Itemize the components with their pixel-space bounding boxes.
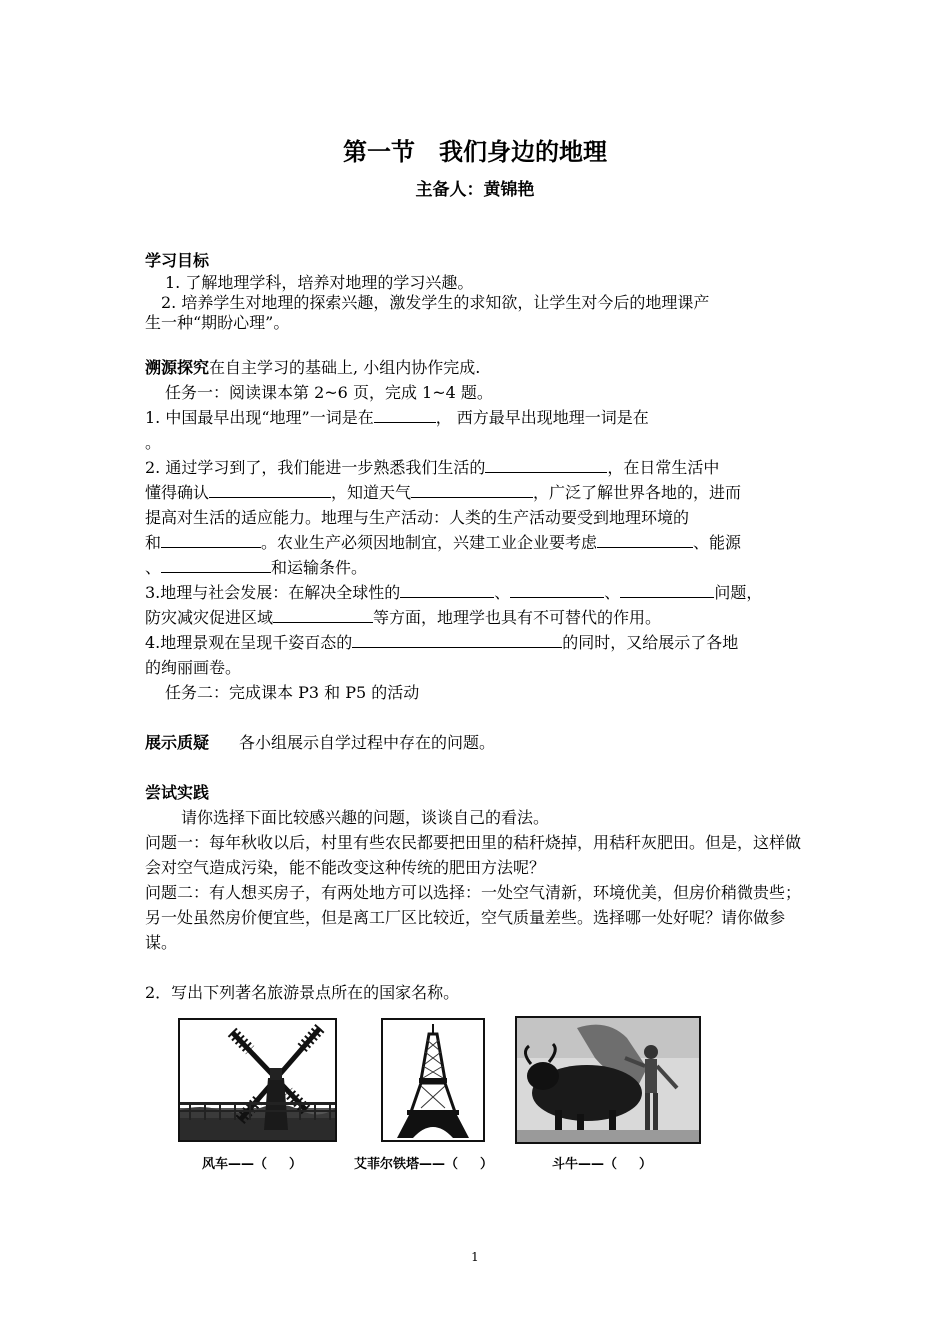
- explore-section: [145, 355, 810, 705]
- practice-intro: 请你选择下面比较感兴趣的问题，谈谈自己的看法。: [181, 808, 550, 827]
- answer-blank[interactable]: [620, 580, 714, 598]
- question-4-text-b: 的同时，又给展示了各地: [562, 633, 739, 652]
- question-3-line-2: [145, 605, 810, 630]
- explore-intro: 在自主学习的基础上, 小组内协作完成.: [209, 358, 481, 377]
- question-2-text-i: 、能源: [693, 533, 742, 552]
- bullfight-image: [515, 1016, 701, 1144]
- eiffel-tower-caption: 艾菲尔铁塔——（ ）: [354, 1157, 494, 1172]
- separator: 、: [604, 583, 621, 602]
- answer-blank[interactable]: [161, 530, 261, 548]
- question-2-line-3: 提高对生活的适应能力。地理与生产活动：人类的生产活动要受到地理环境的: [145, 508, 690, 527]
- display-section: [145, 730, 810, 755]
- question-3-text-b: 问题，: [714, 583, 763, 602]
- answer-blank[interactable]: [273, 605, 373, 623]
- explore-heading: 溯源探究: [145, 358, 210, 377]
- objectives-heading: 学习目标: [145, 251, 210, 270]
- objectives-section: [145, 248, 810, 333]
- question-2-text-a: 2. 通过学习到了，我们能进一步熟悉我们生活的: [145, 458, 486, 477]
- preparer-line: 主备人：黄锦艳: [415, 180, 535, 200]
- question-2-line-2: [145, 480, 810, 505]
- answer-blank[interactable]: [352, 630, 562, 648]
- question-2-text-g: 和: [145, 533, 162, 552]
- objective-item-1: 1. 了解地理学科，培养对地理的学习兴趣。: [165, 273, 474, 292]
- question-2-text-b: ，在日常生活中: [607, 458, 720, 477]
- windmill-caption: 风车——（ ）: [202, 1157, 303, 1172]
- bullfight-caption: 斗牛——（ ）: [552, 1157, 653, 1172]
- page-title: 第一节 我们身边的地理: [343, 138, 607, 166]
- question-3-text-d: 等方面，地理学也具有不可替代的作用。: [373, 608, 662, 627]
- question-1-line-2: 。: [145, 433, 162, 452]
- answer-blank[interactable]: [209, 480, 331, 498]
- objective-item-2-line-1: 2. 培养学生对地理的探索兴趣，激发学生的求知欲，让学生对今后的地理课产: [161, 293, 710, 312]
- practice-section: [145, 780, 810, 955]
- display-heading: 展示质疑: [145, 733, 210, 752]
- answer-blank[interactable]: [510, 580, 604, 598]
- answer-blank[interactable]: [597, 530, 693, 548]
- question-2-line-1: [145, 455, 810, 480]
- question-3-line-1: [145, 580, 810, 605]
- eiffel-tower-image: [381, 1018, 485, 1142]
- task-one: 任务一：阅读课本第 2~6 页，完成 1~4 题。: [165, 383, 493, 402]
- practice-heading: 尝试实践: [145, 783, 210, 802]
- page-number: 1: [471, 1250, 479, 1264]
- answer-blank[interactable]: [161, 555, 271, 573]
- task-two: 任务二：完成课本 P3 和 P5 的活动: [165, 683, 420, 702]
- objective-item-2-line-2: 生一种“期盼心理”。: [145, 313, 290, 332]
- question-4-line-2: 的绚丽画卷。: [145, 658, 242, 677]
- display-text: 各小组展示自学过程中存在的问题。: [239, 733, 496, 752]
- explore-heading-line: [145, 355, 810, 380]
- question-1-text-b: ， 西方最早出现地理一词是在: [435, 408, 649, 427]
- question-4-text-a: 4.地理景观在呈现千姿百态的: [145, 633, 353, 652]
- practice-question-2: 问题二：有人想买房子，有两处地方可以选择：一处空气清新，环境优美，但房价稍微贵些；另一处虽然房价便宜些，但是离工厂区比较近，空气质量差些。选择哪一处好呢？请你做参谋。: [145, 883, 802, 952]
- answer-blank[interactable]: [400, 580, 494, 598]
- question-4-line-1: [145, 630, 810, 655]
- question-3-text-c: 防灾减灾促进区域: [145, 608, 274, 627]
- separator: 、: [494, 583, 511, 602]
- windmill-picture: [180, 1020, 335, 1140]
- answer-blank[interactable]: [485, 455, 607, 473]
- answer-blank[interactable]: [374, 405, 436, 423]
- bullfight-picture: [517, 1018, 699, 1142]
- practice-question-1: 问题一：每年秋收以后，村里有些农民都要把田里的秸秆烧掉，用秸秆灰肥田。但是，这样做会对空气造成污染，能不能改变这种传统的肥田方法呢？: [145, 833, 802, 877]
- question-2-text-j: 、: [145, 558, 162, 577]
- display-line: [145, 730, 810, 755]
- question-2-text-h: 。农业生产必须因地制宜，兴建工业企业要考虑: [261, 533, 598, 552]
- windmill-image: [178, 1018, 337, 1142]
- question-1-text-a: 1. 中国最早出现“地理”一词是在: [145, 408, 374, 427]
- question-2-text-k: 和运输条件。: [271, 558, 368, 577]
- question-2-line-4: [145, 530, 810, 555]
- eiffel-tower-picture: [383, 1020, 483, 1140]
- question-2-text-c: 懂得确认: [145, 483, 210, 502]
- question-2-line-5: [145, 555, 810, 580]
- landmarks-prompt: 2．写出下列著名旅游景点所在的国家名称。: [145, 983, 460, 1002]
- question-1-line-1: [145, 405, 810, 430]
- answer-blank[interactable]: [411, 480, 533, 498]
- question-3-text-a: 3.地理与社会发展：在解决全球性的: [145, 583, 401, 602]
- question-2-text-e: ，广泛了解世界各地的，进而: [533, 483, 742, 502]
- question-2-text-d: ，知道天气: [331, 483, 412, 502]
